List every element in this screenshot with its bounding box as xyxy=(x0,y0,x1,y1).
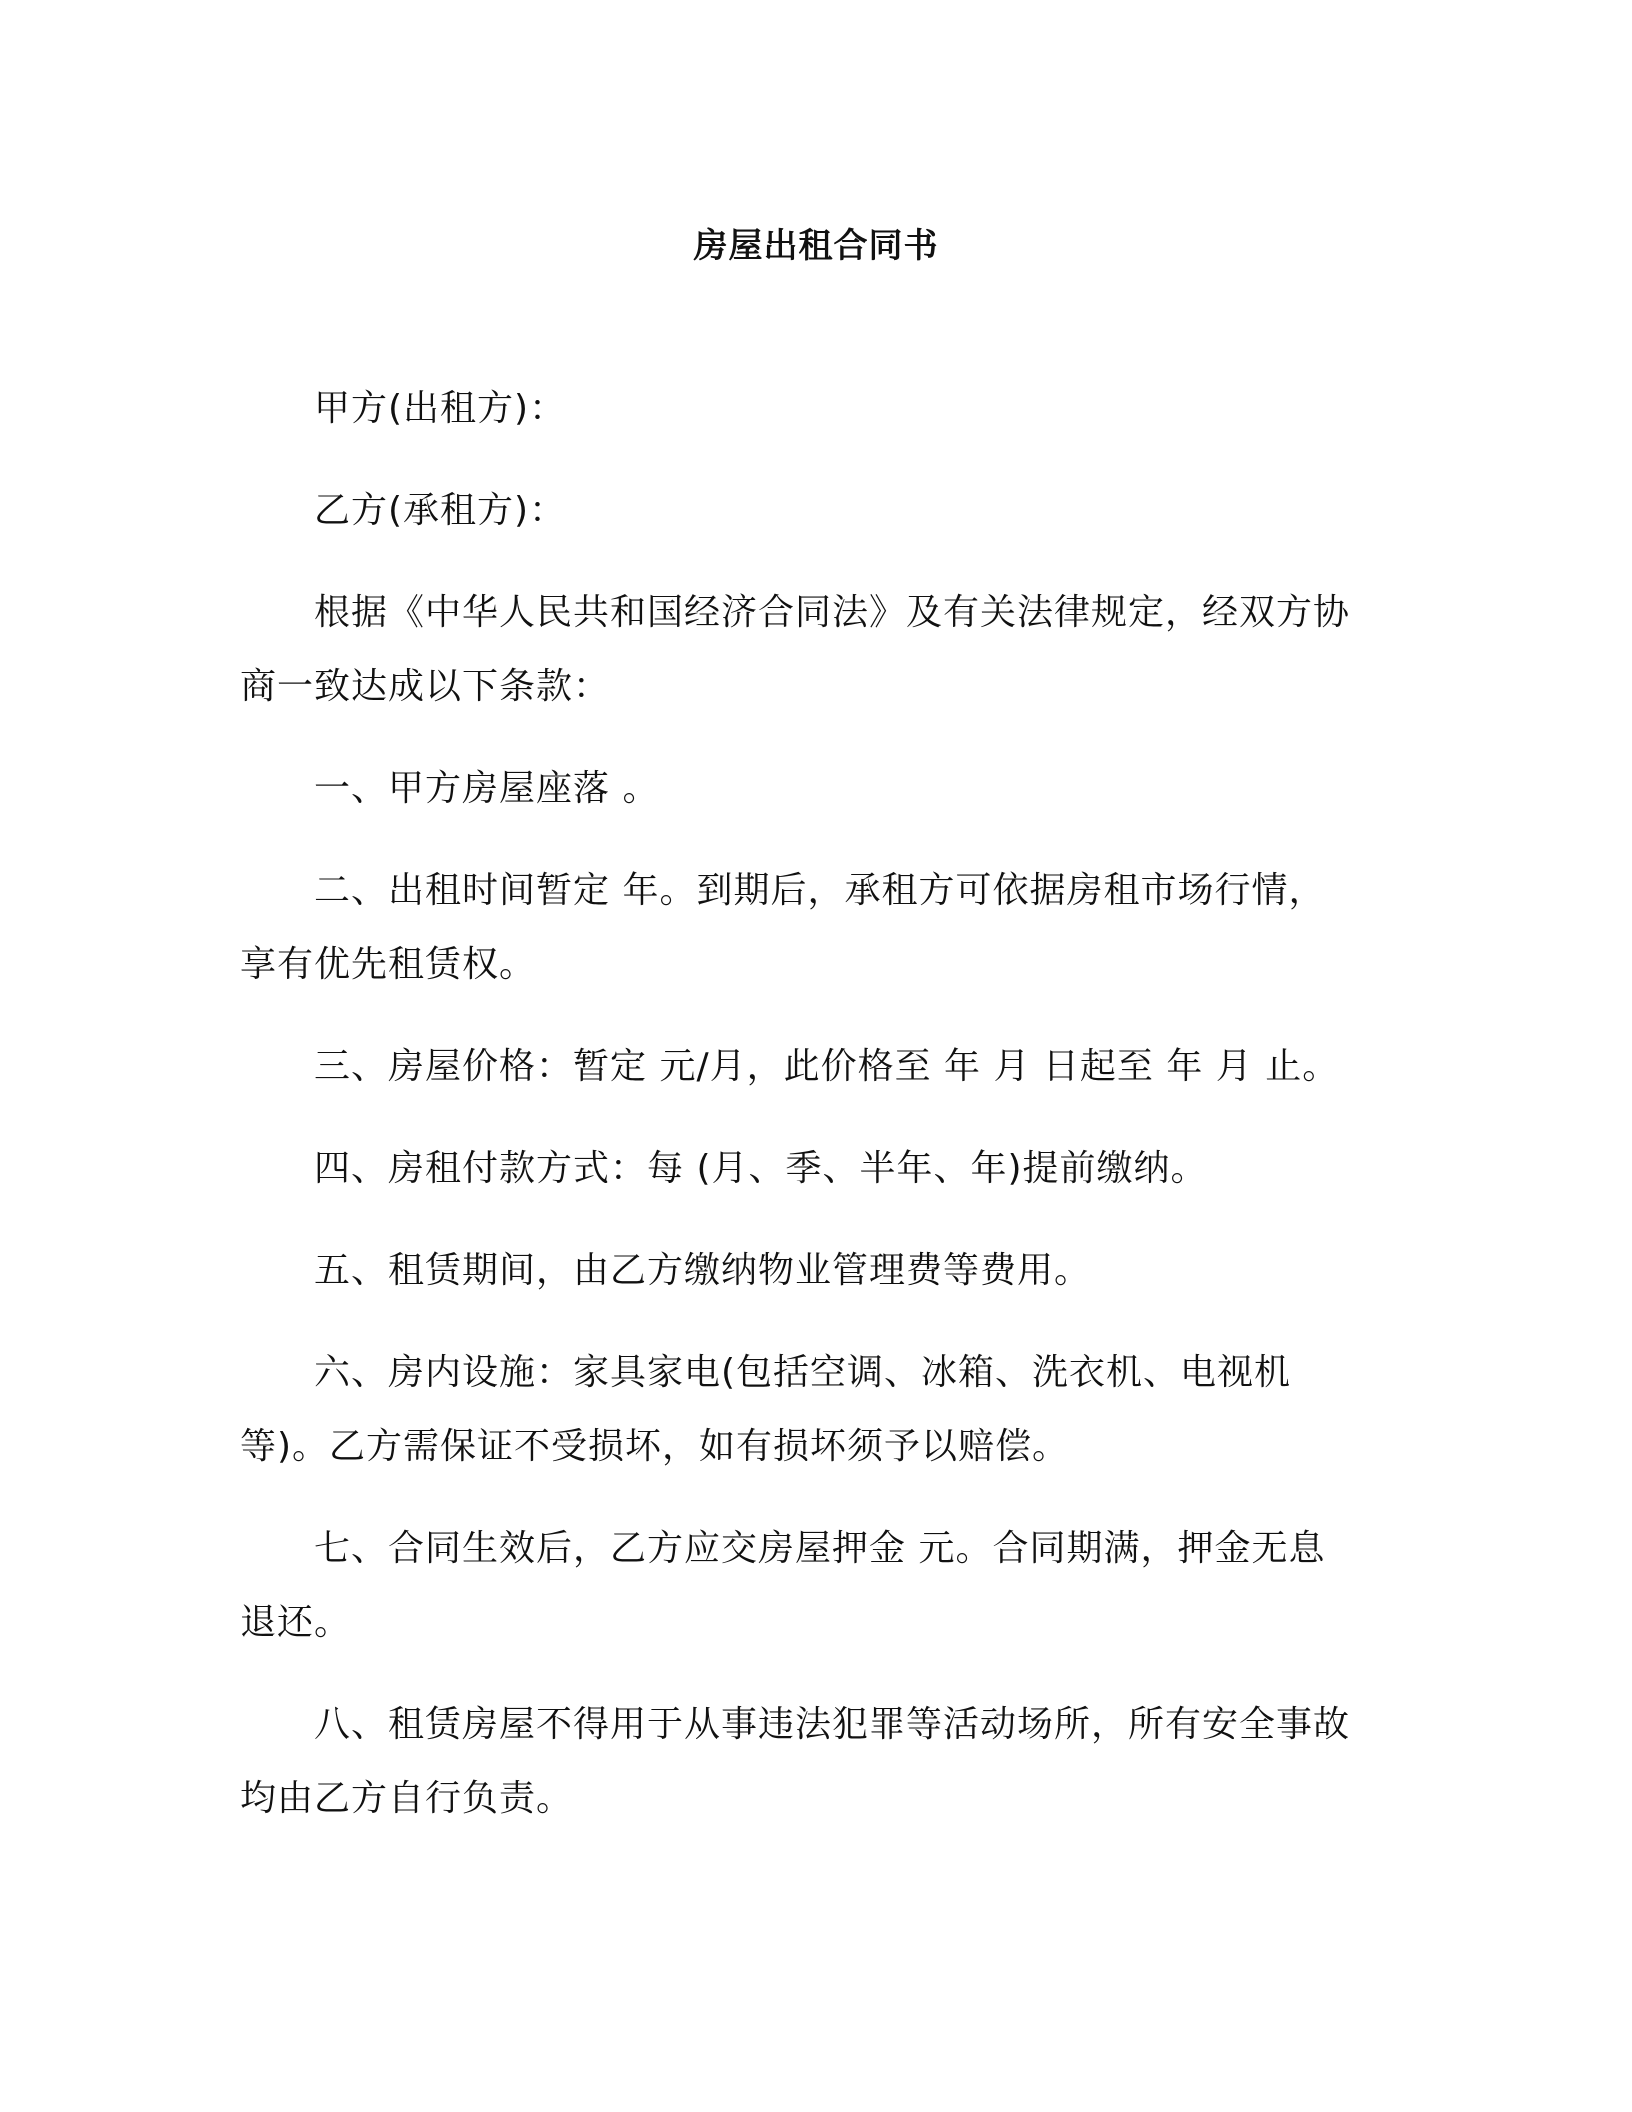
clause-2: 二、出租时间暂定 年。到期后，承租方可依据房租市场行情，享有优先租赁权。 xyxy=(240,870,1326,985)
document-body xyxy=(240,372,1360,1864)
document-title: 房屋出租合同书 xyxy=(693,226,939,266)
party-a-line: 甲方(出租方)： xyxy=(314,388,567,429)
clause-4: 四、房租付款方式：每 (月、季、半年、年)提前缴纳。 xyxy=(314,1148,1208,1189)
clause-3: 三、房屋价格：暂定 元/月，此价格至 年 月 日起至 年 月 止。 xyxy=(314,1046,1340,1087)
clause-1: 一、甲方房屋座落 。 xyxy=(314,768,660,809)
clause-6: 六、房内设施：家具家电(包括空调、冰箱、洗衣机、电视机等)。乙方需保证不受损坏，如有损坏须予以赔偿。 xyxy=(240,1352,1292,1467)
clause-5: 五、租赁期间，由乙方缴纳物业管理费等费用。 xyxy=(314,1250,1092,1291)
clause-7: 七、合同生效后，乙方应交房屋押金 元。合同期满，押金无息退还。 xyxy=(240,1528,1326,1643)
party-b-line: 乙方(承租方)： xyxy=(314,490,567,531)
preamble-paragraph: 根据《中华人民共和国经济合同法》及有关法律规定，经双方协商一致达成以下条款： xyxy=(240,592,1351,707)
clause-8: 八、租赁房屋不得用于从事违法犯罪等活动场所，所有安全事故均由乙方自行负责。 xyxy=(240,1704,1351,1819)
